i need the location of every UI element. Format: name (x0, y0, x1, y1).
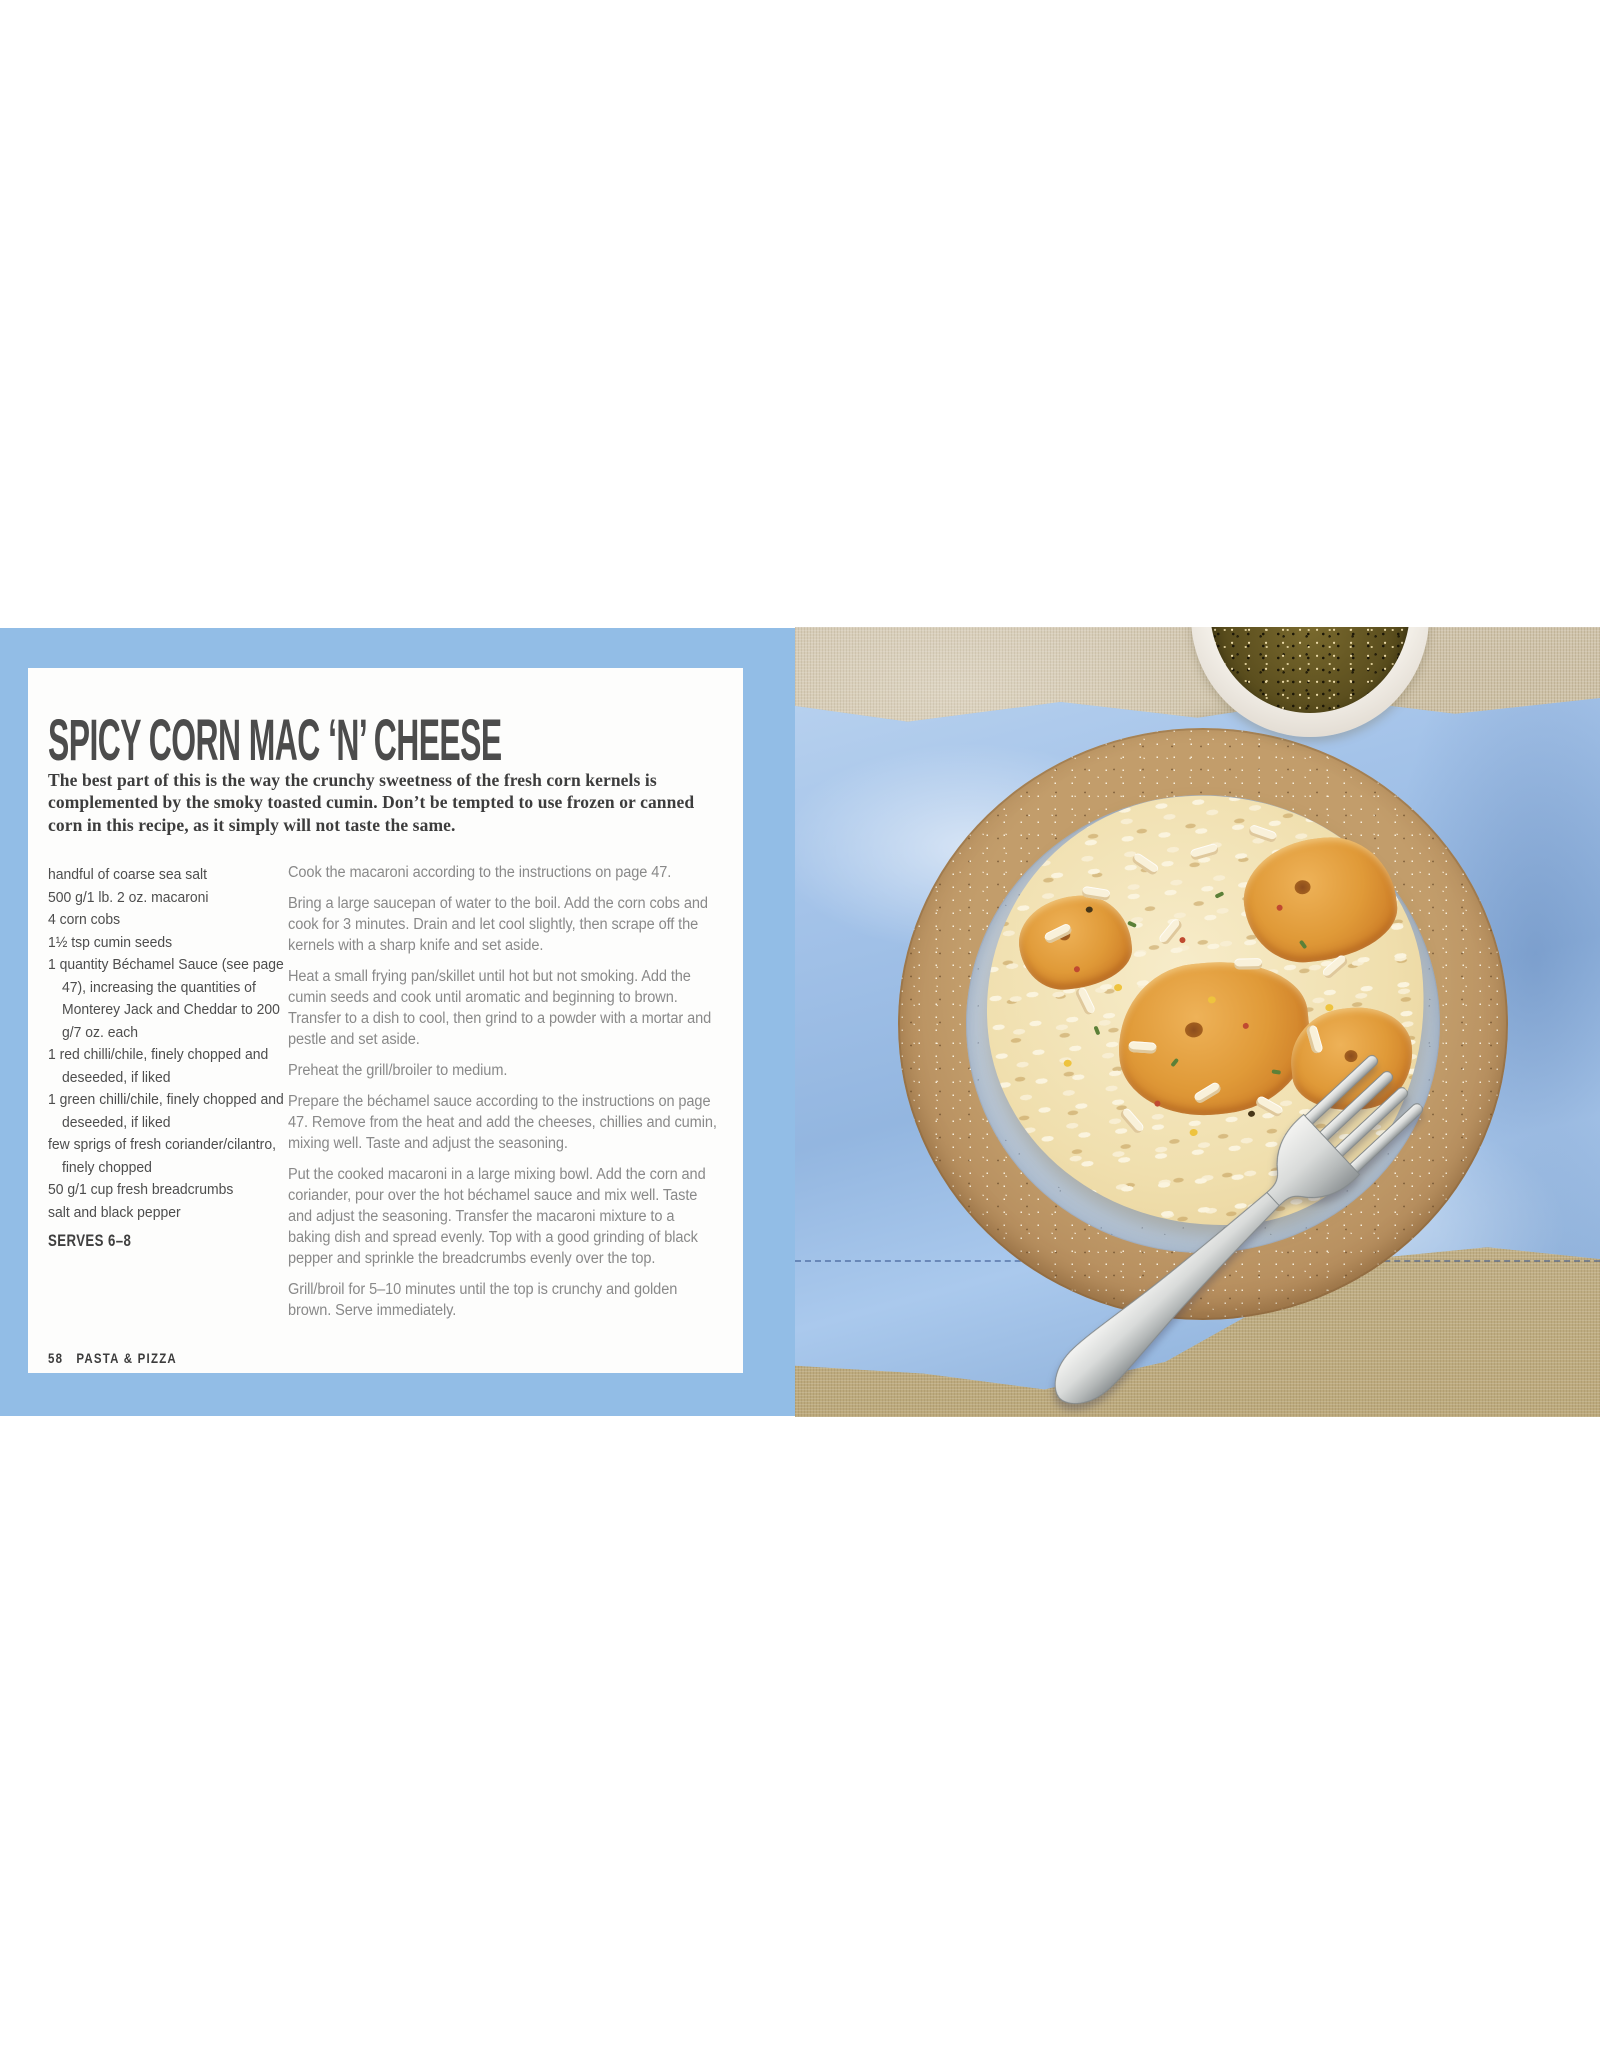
instruction-step: Preheat the grill/broiler to medium. (288, 1062, 508, 1079)
instruction-step: Heat a small frying pan/skillet until hot but not smoking. Add the cumin seeds and cook until aromatic and beginning to brown. Transfer to a dish to cool, then grind to a powder with a mortar and pestle and set aside. (288, 968, 712, 1048)
corn-kernel (1114, 984, 1123, 992)
herb-fleck (1215, 891, 1225, 899)
ingredient-line: 500 g/1 lb. 2 oz. macaroni (48, 888, 209, 906)
recipe-panel (0, 628, 795, 1416)
herb-fleck (1248, 1110, 1256, 1117)
instruction-step: Put the cooked macaroni in a large mixing bowl. Add the corn and coriander, pour over the hot béchamel sauce and mix well. Taste and adjust the seasoning. Transfer the macaroni mixture to a baking dish and spread evenly. Top with a good grinding of black pepper and sprinkle the breadcrumbs evenly over the top. (288, 1166, 706, 1267)
macaroni-piece (1189, 843, 1219, 861)
chilli-fleck (1179, 937, 1186, 944)
ingredient-line: salt and black pepper (48, 1203, 181, 1221)
ingredient-line: 4 corn cobs (48, 911, 121, 928)
cheese-crust-patch (1110, 953, 1317, 1124)
ingredient-line: 1½ tsp cumin seeds (48, 933, 173, 951)
page-footer (48, 1350, 177, 1366)
macaroni-piece (1128, 1041, 1157, 1054)
instructions-list (288, 862, 720, 1331)
ingredient-line: handful of coarse sea salt (48, 866, 207, 883)
corn-kernel (1189, 1129, 1198, 1137)
ingredient-line: few sprigs of fresh coriander/cilantro, finely chopped (48, 1136, 276, 1176)
ingredient-line: 50 g/1 cup fresh breadcrumbs (48, 1181, 234, 1198)
macaroni-piece (1248, 824, 1278, 844)
macaroni-piece (1074, 986, 1096, 1016)
page-number: 58 (48, 1350, 64, 1366)
ingredient-line: 1 green chilli/chile, finely chopped and deseeded, if liked (48, 1091, 284, 1131)
herb-fleck (1127, 921, 1137, 928)
ingredient-line: 1 quantity Béchamel Sauce (see page 47), increasing the quantities of Monterey Jack and Cheddar to 200 g/7 oz. each (48, 956, 284, 1041)
instruction-step: Grill/broil for 5–10 minutes until the top is crunchy and golden brown. Serve immediately. (288, 1281, 678, 1319)
macaroni-piece (1131, 852, 1160, 877)
recipe-title: SPICY CORN MAC ‘N’ CHEESE (48, 708, 502, 773)
ingredients-list (48, 864, 288, 1224)
serves-label: SERVES 6–8 (48, 1231, 132, 1250)
macaroni-piece (1119, 1107, 1146, 1135)
instruction-step: Prepare the béchamel sauce according to the instructions on page 47. Remove from the heat and add the cheeses, chillies and cumin, mixing well. Taste and adjust the seasoning. (288, 1093, 717, 1152)
instruction-step: Bring a large saucepan of water to the boil. Add the corn cobs and cook for 3 minutes. Drain and let cool slightly, then scrape off the kernels with a sharp knife and set aside. (288, 895, 708, 954)
recipe-intro: The best part of this is the way the crunchy sweetness of the fresh corn kernels is complemented by the smoky toasted cumin. Don’t be tempted to use frozen or canned corn in this recipe, as it simply will not taste the same. (48, 770, 695, 835)
section-label: PASTA & PIZZA (76, 1350, 177, 1366)
macaroni-piece (1234, 958, 1262, 969)
cheese-crust-patch (1015, 891, 1136, 994)
recipe-card (28, 668, 743, 1373)
herb-fleck (1093, 1026, 1100, 1036)
ingredient-line: 1 red chilli/chile, finely chopped and deseeded, if liked (48, 1046, 269, 1086)
instruction-step: Cook the macaroni according to the instructions on page 47. (288, 864, 672, 881)
corn-kernel (1063, 1059, 1072, 1067)
dish-photo (795, 627, 1600, 1417)
